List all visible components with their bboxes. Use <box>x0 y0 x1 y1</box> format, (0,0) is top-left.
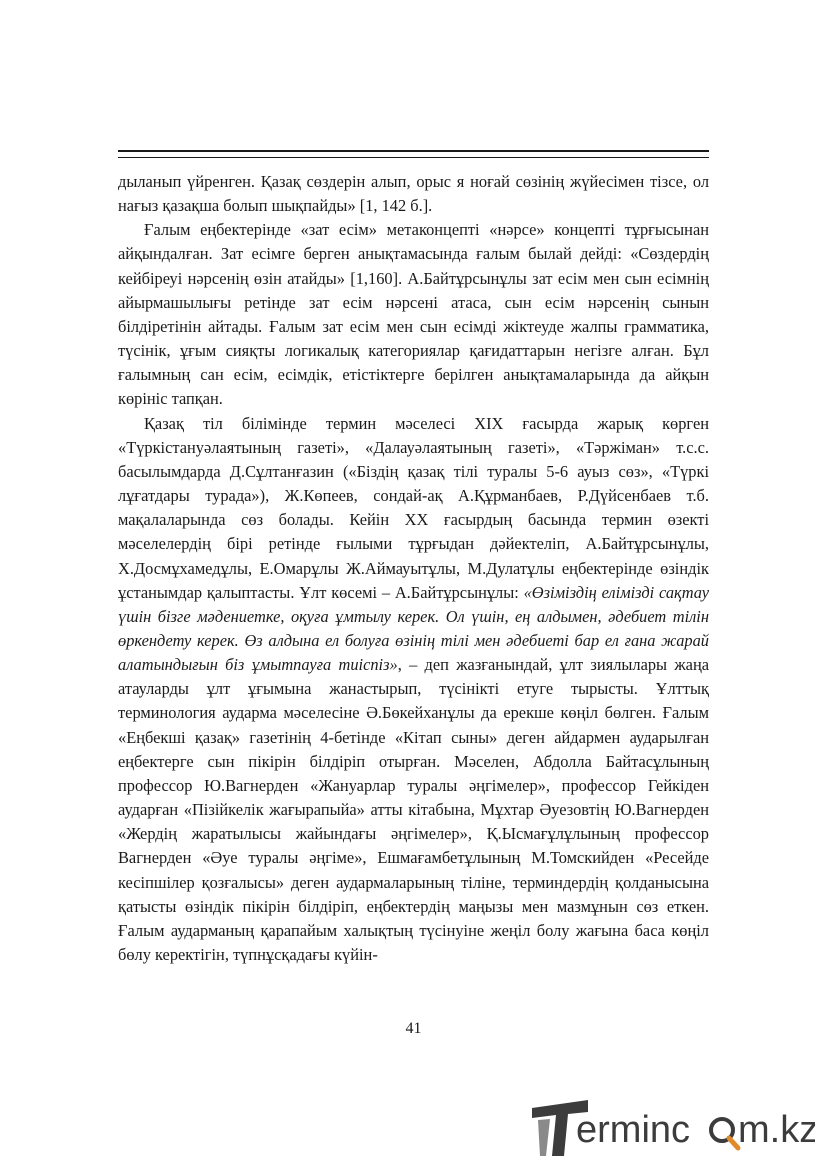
logo-word-after: m.kz <box>738 1109 815 1151</box>
paragraph-1-text: Ғалым еңбектерінде «зат есім» метаконцепті «нәрсе» концепті тұрғысынан айқындалған. Зат есімге берген анықтамасында ғалым былай дейді: «Сөздердің кейбіреуі нәрсенің өзін атайды» [1,160]. А.Байтұрсынұлы зат есім мен сын есімнің айырмашылығы ретінде зат есім нәрсені атаса, сын есім нәрсенің сынын білдіретінін айтады. Ғалым зат есім мен сын есімді жіктеуде жалпы грамматика, түсінік, ұғым сияқты логикалық категориялар қағидаттарын негізге алған. Бұл ғалымның сан есім, есімдік, етістіктерге берілген анықтамаларында да айқын көрініс тапқан. <box>118 220 709 409</box>
paragraph-1 <box>118 218 709 411</box>
termincom-logo-graphic <box>530 1090 815 1160</box>
paragraph-2-text-a: Қазақ тіл білімінде термин мәселесі XIX ғасырда жарық көрген «Түркістануәлаятының газеті», «Далауәлаятының газеті», «Тәржіман» т.с.с. басылымдарда Д.Сұлтанғазин («Біздің қазақ тілі туралы 5-6 ауыз сөз», «Түркі лұғатдары турада»), Ж.Көпеев, сондай-ақ А.Құрманбаев, Р.Дүйсенбаев т.б. мақалаларында сөз болады. Кейін XX ғасырдың басында термин өзекті мәселелердің бірі ретінде ғылыми тұрғыдан дәйектеліп, А.Байтұрсынұлы, Х.Досмұхамедұлы, Е.Омарұлы Ж.Аймауытұлы, М.Дулатұлы еңбектерінде өзіндік ұстанымдар қалыптасты. Ұлт көсемі – А.Байтұрсынұлы: <box>118 413 709 602</box>
paragraph-0-text: дыланып үйренген. Қазақ сөздерін алып, орыс я ноғай сөзінің жүйесімен тізсе, ол нағыз қазақша болып шықпайды» [1, 142 б.]. <box>118 172 709 216</box>
paragraph-2-text-b: , – деп жазғанындай, ұлт зиялылары жаңа атауларды ұлт ұғымына жанастырып, түсінікті етуге тырысты. Ұлттық терминология аударма мәселесіне Ә.Бөкейханұлы да ерекше көңіл бөлген. Ғалым «Еңбекші қазақ» газетінің 4-бетінде «Кітап сыны» деген айдармен аударылған еңбектерге сын пікірін білдіріп отырған. Мәселен, Абдолла Байтасұлының профессор Ю.Вагнерден «Жануарлар туралы әңгімелер», профессор Гейкіден аударған «Пізійкелік жағырапыйа» атты кітабына, Мұхтар Әуезовтің Ю.Вагнерден «Жердің жаратылысы жайындағы әңгімелер», Қ.Ысмағұлұлының профессор Вагнерден «Әуе туралы әңгіме», Ешмағамбетұлының М.Томскийден «Ресейде кесіпшілер қозғалысы» деген аудармаларының тіліне, терминдердің қолданысына қатысты өзіндік пікірін білдіріп, еңбектердің маңызы мен мазмұнын сөз еткен. Ғалым аударманың қарапайым халықтың түсінуіне жеңіл болу жағына баса көңіл бөлу керектігін, түпнұсқадағы күйін- <box>118 655 709 964</box>
logo-t-shadow <box>538 1119 550 1156</box>
paragraph-2-quote: «Өзіміздің елімізді сақтау үшін бізге мәдениетке, оқуға ұмтылу керек. Ол үшін, ең алдымен, әдебиет тілін өркендету керек. Өз алдына ел болуға өзінің тілі мен әдебиеті бар ел ғана жарай алатындығын біз ұмытпауға тиіспіз» <box>118 582 709 675</box>
paragraph-2 <box>118 412 709 968</box>
header-rule-thick <box>118 150 709 152</box>
paragraph-0 <box>118 170 709 218</box>
header-rule-thin <box>118 157 709 158</box>
logo-magnifier-icon <box>711 1119 738 1148</box>
termincom-logo[interactable] <box>530 1090 815 1160</box>
page-number: 41 <box>405 1020 422 1037</box>
logo-word-before: erminc <box>576 1109 691 1151</box>
page-body <box>118 170 709 967</box>
